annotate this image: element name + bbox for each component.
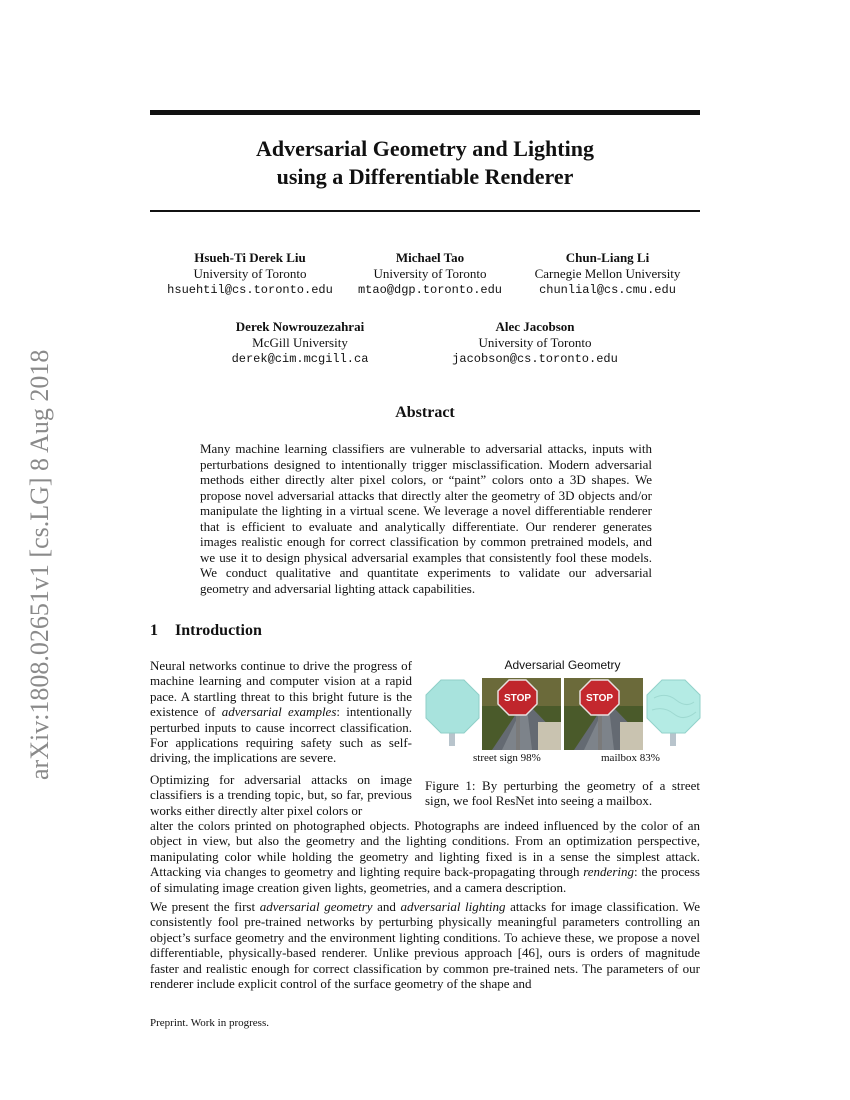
paper-title <box>150 135 700 191</box>
intro-emphasis: adversarial examples <box>221 704 337 720</box>
intro-emphasis: adversarial lighting <box>400 899 506 914</box>
intro-text: We present the first <box>150 899 260 914</box>
intro-paragraph-1 <box>150 658 412 766</box>
figure-1 <box>425 656 705 768</box>
author-name: Derek Nowrouzezahrai <box>235 319 365 334</box>
title-rule-bottom <box>150 210 700 212</box>
figure-label-original: street sign 98% <box>473 752 541 764</box>
author-block <box>515 250 700 298</box>
section-heading <box>150 622 262 640</box>
author-email[interactable]: jacobson@cs.toronto.edu <box>452 352 618 366</box>
section-title: Introduction <box>175 622 262 639</box>
intro-paragraph-2-column: Optimizing for adversarial attacks on image classifiers is a trending topic, but, so far, previous works either directly alter pixel colors or <box>150 772 412 818</box>
octagon-sign-original <box>425 678 480 748</box>
intro-text: and <box>372 899 401 914</box>
intro-text: alter the colors printed on photographed objects. Photographs are indeed influenced by the color of an object in view, but also the geometry and the lighting conditions. From an optimization perspective, manipulating color while holding the geometry and lighting fixed is in a sense the simplest attack. Attacking via changes to geometry and lighting require back-propagating through <box>150 818 700 880</box>
author-affiliation: University of Toronto <box>373 266 487 281</box>
author-email[interactable]: mtao@dgp.toronto.edu <box>357 283 503 297</box>
stop-sign-photo-original <box>482 678 561 750</box>
intro-text: : the process of simulating image creation given lights, geometries, and a camera description. <box>150 864 700 895</box>
intro-text: attacks for image classification. We consistently fool pre-trained networks by perturbing physically meaningful parameters controlling an object’s surface geometry and the environment lighting conditions. To achieve these, we propose a novel differentiable, physically-based renderer. Unlike previous approach [46], ours is orders of magnitude faster and realistic enough for correct classification by common pre-trained nets. The parameters of our renderer include explicit control of the surface geometry of the shape and <box>150 899 700 992</box>
intro-emphasis: rendering <box>583 864 634 880</box>
title-line-1: Adversarial Geometry and Lighting <box>256 136 594 161</box>
title-line-2: using a Differentiable Renderer <box>276 164 574 189</box>
author-email[interactable]: hsuehtil@cs.toronto.edu <box>167 283 333 297</box>
author-email[interactable]: chunlial@cs.cmu.edu <box>539 283 676 297</box>
author-affiliation: University of Toronto <box>478 335 592 350</box>
author-email[interactable]: derek@cim.mcgill.ca <box>231 352 369 366</box>
author-block <box>435 319 635 367</box>
author-block <box>345 250 515 298</box>
figure-caption: Figure 1: By perturbing the geometry of a street sign, we fool ResNet into seeing a mailbox. <box>425 778 700 809</box>
stop-text: STOP <box>503 693 532 704</box>
footer-note: Preprint. Work in progress. <box>150 1017 269 1029</box>
intro-paragraph-2 <box>150 818 700 895</box>
author-block <box>150 250 350 298</box>
author-affiliation: Carnegie Mellon University <box>534 266 681 281</box>
author-name: Alec Jacobson <box>495 319 575 334</box>
author-name: Michael Tao <box>395 250 465 265</box>
section-number: 1 <box>150 622 158 639</box>
intro-paragraph-3 <box>150 899 700 991</box>
abstract-heading: Abstract <box>395 404 455 421</box>
author-name: Hsueh-Ti Derek Liu <box>194 250 306 265</box>
intro-text: : intentionally perturbed inputs to cause incorrect classification. For applications requiring safety such as self-driving, the implications are severe. <box>150 704 413 766</box>
author-affiliation: McGill University <box>252 335 348 350</box>
stop-sign-photo-adversarial <box>564 678 643 750</box>
title-rule-top <box>150 110 700 115</box>
author-name: Chun-Liang Li <box>565 250 650 265</box>
stop-text: STOP <box>585 693 614 704</box>
intro-text: Neural networks continue to drive the progress of machine learning and computer vision at a rapid pace. A startling threat to this bright future is the existence of <box>150 658 412 720</box>
author-block <box>210 319 390 367</box>
author-affiliation: University of Toronto <box>193 266 307 281</box>
figure-label-adversarial: mailbox 83% <box>601 752 660 764</box>
figure-title: Adversarial Geometry <box>504 658 621 672</box>
intro-emphasis: adversarial geometry <box>259 899 373 914</box>
abstract-text: Many machine learning classifiers are vulnerable to adversarial attacks, inputs with perturbations designed to intentionally trigger misclassification. Modern adversarial methods either directly alter pixel colors, or “paint” colors onto a 3D shapes. We propose novel adversarial attacks that directly alter the geometry of 3D objects and/or manipulate the lighting in a virtual scene. We leverage a novel differentiable renderer that is efficient to evaluate and analytically differentiate. Our renderer generates images realistic enough for correct classification by common pretrained models, and we use it to design physical adversarial examples that consistently fool these models. We conduct qualitative and quantitate experiments to validate our adversarial geometry and adversarial lighting attack capabilities. <box>200 441 652 596</box>
octagon-sign-adversarial <box>646 678 701 748</box>
arxiv-identifier: arXiv:1808.02651v1 [cs.LG] 8 Aug 2018 <box>25 349 54 780</box>
